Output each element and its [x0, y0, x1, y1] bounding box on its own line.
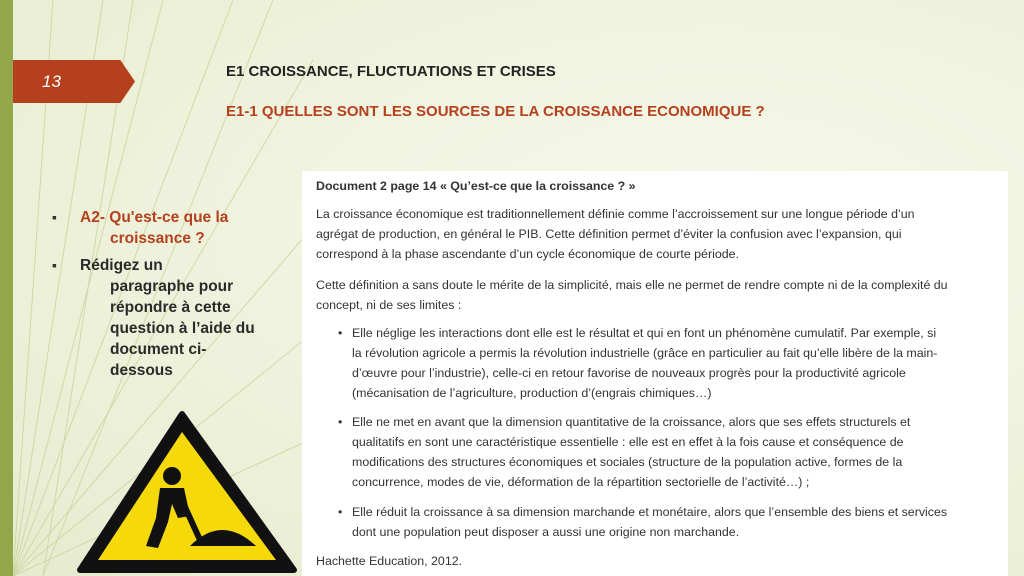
bullet-marker-icon: ▪ — [52, 257, 57, 273]
left-accent-bar — [0, 0, 13, 576]
list-item-1: • Elle néglige les interactions dont elle est le résultat et qui en font un phénomène cumulatif. Par exemple, si la révolution agricole a permis la révolution industrielle (grâce en particulier au fait qu’elle libère de la main- d’œuvre pour l’industrie), celle-ci en retour favorise de nouveaux progrès pour la productivité agricole (mécanisation de l’agriculture, production d’(engrais chimiques…) — [338, 326, 938, 400]
list-item-3: • Elle réduit la croissance à sa dimension marchande et monétaire, alors que l’ensemble des biens et services dont une population peut disposer a aussi une origine non marchande. — [338, 505, 948, 539]
slide-subtitle: E1-1 QUELLES SONT LES SOURCES DE LA CROISSANCE ECONOMIQUE ? — [226, 103, 765, 120]
document-source: Hachette Education, 2012. — [316, 554, 463, 568]
roadwork-sign-icon — [72, 406, 302, 576]
slide-number: 13 — [42, 72, 61, 91]
bullet-list — [52, 207, 304, 387]
bullet-marker-icon: ▪ — [52, 209, 57, 225]
list-item-2: • Elle ne met en avant que la dimension quantitative de la croissance, alors que ses effets structurels et qualitatifs en sont une caractéristique essentielle : elle est en effet à la fois cause et conséquence de modifications des structures économiques et sociales (structure de la population active, formes de la concurrence, modes de vie, déformation de la répartition sectorielle de l’activité…) ; — [338, 415, 911, 489]
paragraph-2: Cette définition a sans doute le mérite de la simplicité, mais elle ne permet de rendre compte ni de la complexité du concept, ni de ses limites : — [316, 278, 948, 312]
slide-title: E1 CROISSANCE, FLUCTUATIONS ET CRISES — [226, 63, 556, 80]
slide-number-flag — [13, 60, 135, 103]
document-excerpt — [302, 171, 1008, 576]
document-heading: Document 2 page 14 « Qu’est-ce que la croissance ? » — [316, 179, 636, 193]
bullet-question: ▪ A2- Qu'est-ce que la croissance ? — [52, 209, 229, 247]
paragraph-1: La croissance économique est traditionnellement définie comme l’accroissement sur une longue période d’un agrégat de production, en général le PIB. Cette définition permet d’éviter la confusion avec l’expansion, qui correspond à la phase ascendante d’un cycle économique de courte période. — [316, 207, 915, 261]
bullet-instruction: ▪ Rédigez un paragraphe pour répondre à cette question à l’aide du document ci- dessous — [52, 257, 255, 379]
